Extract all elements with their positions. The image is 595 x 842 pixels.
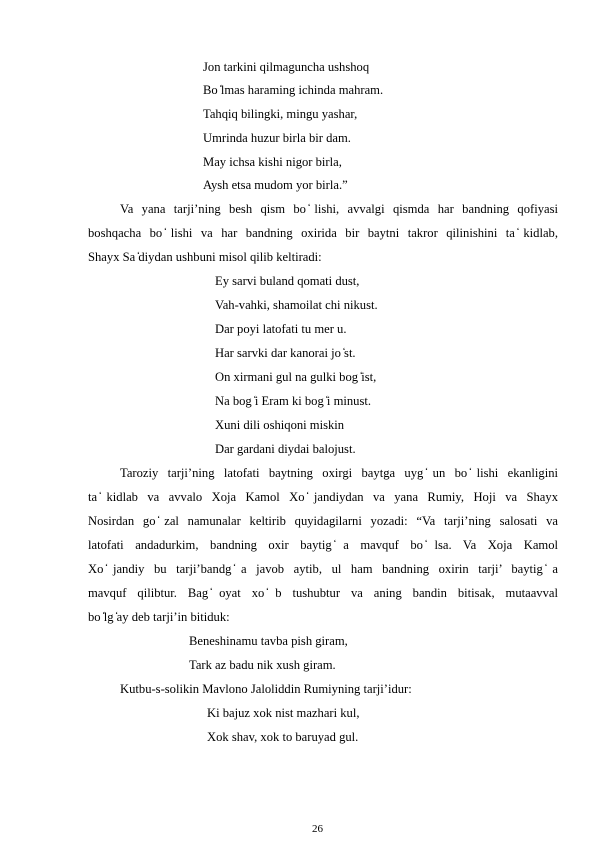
verse-line: On xirmani gul na gulki bog ̒ist, [215, 370, 377, 384]
verse-line: Xuni dili oshiqoni miskin [215, 418, 345, 432]
paragraph-line: Kutbu-s-solikin Mavlono Jaloliddin Rumiyning tarji’idur: [120, 682, 412, 696]
paragraph-line: mavquf qilibtur. Bag ̒oyat xo ̒b tushubtur va aning bandin bitisak, mutaavval [88, 586, 558, 600]
verse-line: Beneshinamu tavba pish giram, [189, 634, 348, 648]
verse-line: Umrinda huzur birla bir dam. [203, 131, 351, 145]
verse-line: Har sarvki dar kanorai jo ̒st. [215, 346, 356, 360]
verse-line: Vah-vahki, shamoilat chi nikust. [215, 298, 378, 312]
paragraph-line: ta ̒kidlab va avvalo Xoja Kamol Xo ̒jandiydan va yana Rumiy, Hoji va Shayx [88, 490, 558, 504]
paragraph-line: Taroziy tarji’ning latofati baytning oxirgi baytga uyg ̒un bo ̒lishi ekanligini [120, 466, 558, 480]
verse-line: Ey sarvi buland qomati dust, [215, 274, 360, 288]
verse-line: Bo ̒lmas haraming ichinda mahram. [203, 83, 384, 97]
paragraph-line: boshqacha bo ̒lishi va har bandning oxirida bir baytni takror qilinishini ta ̒kidlab, [88, 226, 558, 240]
page-number: 26 [312, 823, 323, 835]
paragraph-line: Xo ̒jandiy bu tarji’bandg ̒a javob aytib, ul ham bandning oxirin tarji’ baytig ̒a [88, 562, 558, 576]
verse-line: Jon tarkini qilmaguncha ushshoq [203, 60, 370, 74]
verse-line: Ki bajuz xok nist mazhari kul, [207, 706, 360, 720]
verse-line: Dar gardani diydai balojust. [215, 442, 356, 456]
verse-line: Aysh etsa mudom yor birla.” [203, 178, 348, 192]
paragraph-line: latofati andadurkim, bandning oxir baytig ̒a mavquf bo ̒lsa. Va Xoja Kamol [88, 538, 558, 552]
paragraph-line: Shayx Sa ̒diydan ushbuni misol qilib keltiradi: [88, 250, 322, 264]
verse-line: Dar poyi latofati tu mer u. [215, 322, 347, 336]
verse-line: Xok shav, xok to baruyad gul. [207, 730, 359, 744]
paragraph-line: Va yana tarji’ning besh qism bo ̒lishi, avvalgi qismda har bandning qofiyasi [120, 202, 558, 216]
verse-line: Na bog ̒i Eram ki bog ̒i minust. [215, 394, 372, 408]
verse-line: May ichsa kishi nigor birla, [203, 155, 342, 169]
paragraph-line: bo ̒lg ̒ay deb tarji’in bitiduk: [88, 610, 230, 624]
verse-line: Tark az badu nik xush giram. [189, 658, 336, 672]
verse-line: Tahqiq bilingki, mingu yashar, [203, 107, 358, 121]
paragraph-line: Nosirdan go ̒zal namunalar keltirib quyidagilarni yozadi: “Va tarji’ning salosati va [88, 514, 558, 528]
